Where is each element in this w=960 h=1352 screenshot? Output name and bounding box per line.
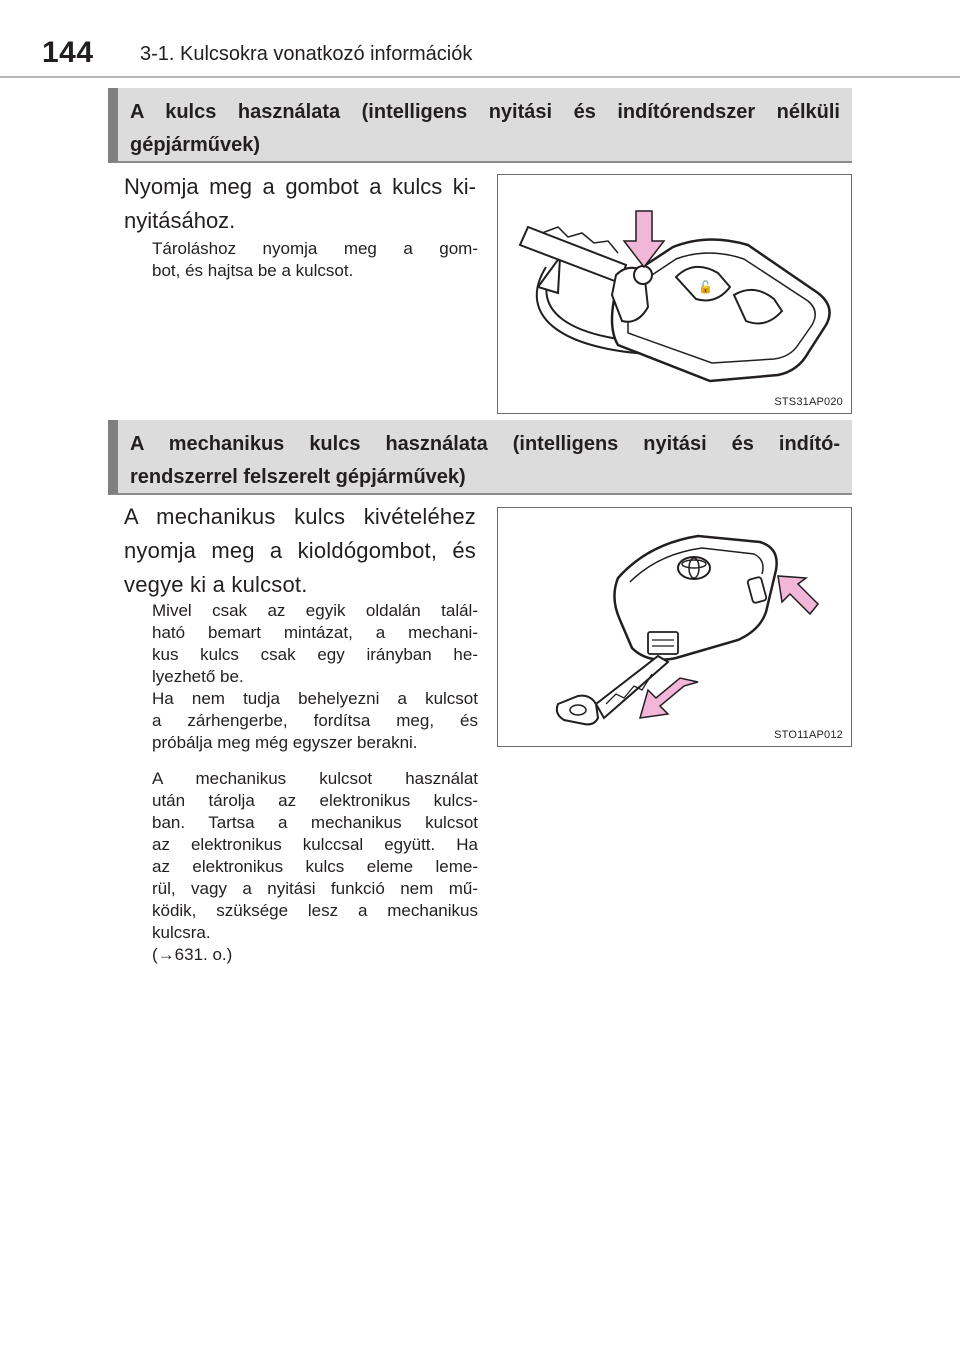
- section-heading-line1: A mechanikus kulcs használata (intelligens nyitási és indító-: [130, 433, 840, 455]
- note-line: az elektronikus kulcs eleme leme-: [152, 857, 478, 876]
- note-line: bot, és hajtsa be a kulcsot.: [152, 261, 354, 280]
- note-line: az elektronikus kulccsal együtt. Ha: [152, 835, 478, 854]
- storage-note: [152, 768, 478, 966]
- note-line: próbálja meg még egyszer berakni.: [152, 733, 418, 752]
- chapter-title: 3-1. Kulcsokra vonatkozó információk: [140, 43, 473, 65]
- smart-key-drawing: [498, 508, 850, 745]
- note-line: Tároláshoz nyomja meg a gom-: [152, 239, 478, 258]
- note-line: ban. Tartsa a mechanikus kulcsot: [152, 813, 478, 832]
- storage-note: [152, 238, 478, 282]
- section-heading-key-usage: [108, 88, 852, 163]
- note-line: Mivel csak az egyik oldalán talál-: [152, 601, 478, 620]
- page-number: 144: [42, 36, 94, 69]
- instruction-line: A mechanikus kulcs kivételéhez: [124, 504, 476, 529]
- note-line: után tárolja az elektronikus kulcs-: [152, 791, 478, 810]
- header-rule: [0, 76, 960, 78]
- svg-text:🔓: 🔓: [698, 280, 713, 294]
- smart-key-illustration: [497, 507, 852, 747]
- figure-code: STO11AP012: [774, 729, 843, 741]
- page-header: [0, 0, 960, 80]
- folding-key-drawing: [498, 175, 850, 412]
- instruction-line: nyomja meg a kioldógombot, és: [124, 538, 476, 563]
- section-heading-mechanical-key: [108, 420, 852, 495]
- figure-code: STS31AP020: [774, 396, 843, 408]
- instruction-text: [124, 500, 476, 602]
- note-line: kulcsra.: [152, 923, 211, 942]
- note-line: kus kulcs csak egy irányban he-: [152, 645, 478, 664]
- note-line: rül, vagy a nyitási funkció nem mű-: [152, 879, 478, 898]
- instruction-line: nyitásához.: [124, 208, 236, 233]
- section-heading-line2: rendszerrel felszerelt gépjárművek): [130, 466, 466, 488]
- instruction-text: [124, 170, 476, 238]
- note-line: ható bemart mintázat, a mechani-: [152, 623, 478, 642]
- note-line: a zárhengerbe, fordítsa meg, és: [152, 711, 478, 730]
- note-line: lyezhető be.: [152, 667, 244, 686]
- instruction-line: Nyomja meg a gombot a kulcs ki-: [124, 174, 476, 199]
- instruction-line: vegye ki a kulcsot.: [124, 572, 308, 597]
- note-line: Ha nem tudja behelyezni a kulcsot: [152, 689, 478, 708]
- section-heading-line1: A kulcs használata (intelligens nyitási és indítórendszer nélküli: [130, 101, 840, 123]
- section-heading-line2: gépjárművek): [130, 134, 261, 156]
- note-line: A mechanikus kulcsot használat: [152, 769, 478, 788]
- note-line: ködik, szüksége lesz a mechanikus: [152, 901, 478, 920]
- page-reference: (→631. o.): [152, 945, 233, 964]
- folding-key-illustration: [497, 174, 852, 414]
- insertion-note: [152, 600, 478, 754]
